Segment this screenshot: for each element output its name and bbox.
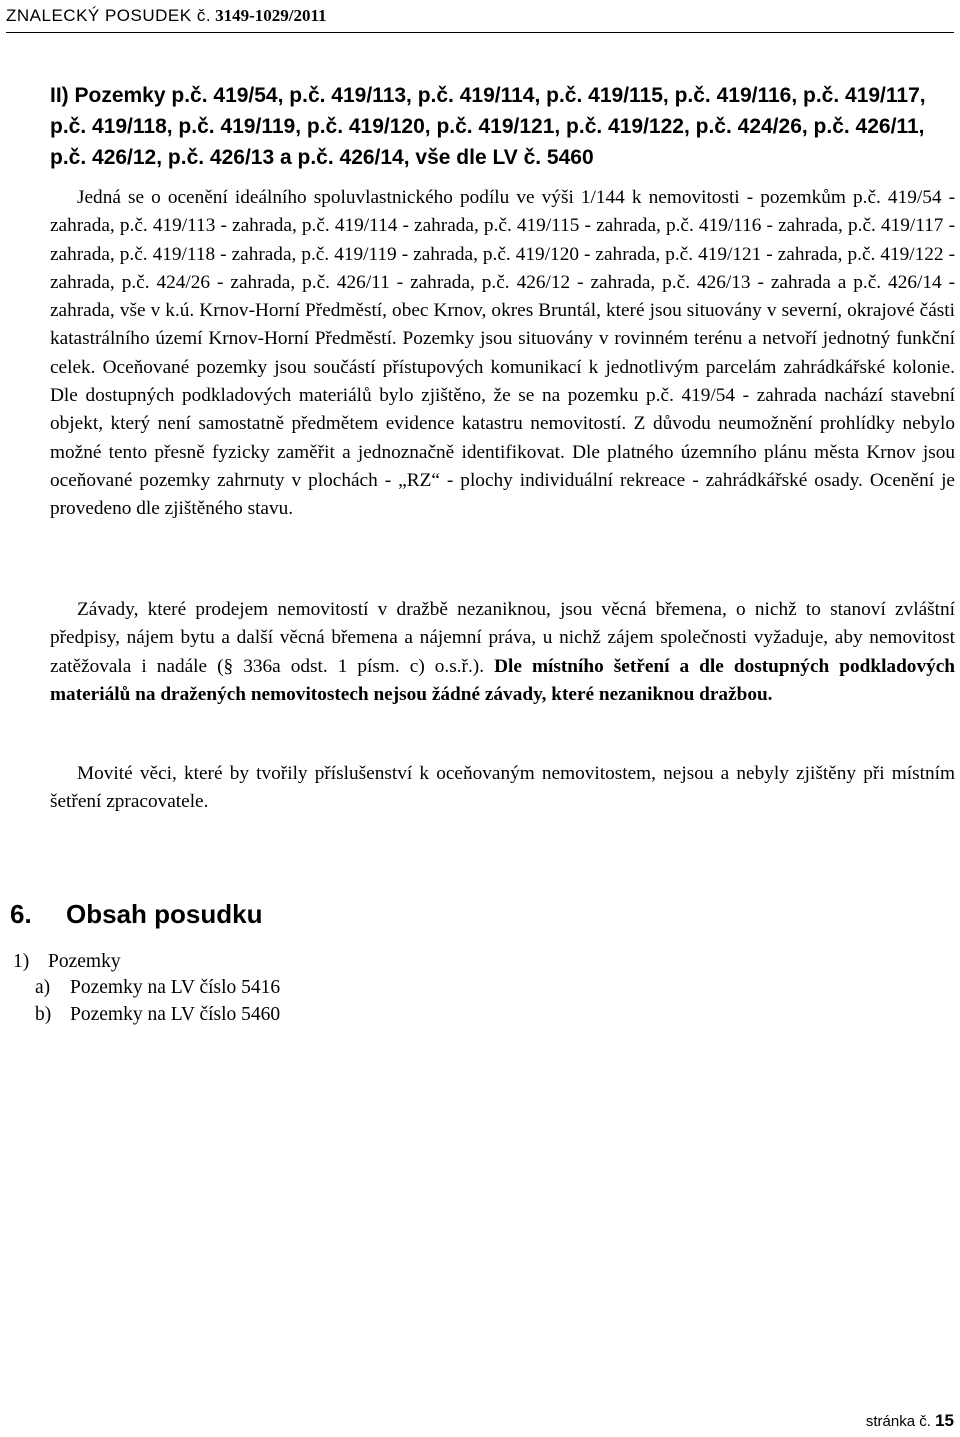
footer-label: stránka č. — [865, 1413, 931, 1430]
list-item — [13, 949, 121, 975]
defects-conclusion: Dle místního šetření a dle dostupných podkladových materiálů na dražených nemovitostech nejsou žádné závady, které nezaniknou dražbou. — [50, 655, 956, 705]
page-header — [6, 2, 954, 33]
list-label: Pozemky — [48, 951, 121, 972]
list-item — [35, 975, 280, 1001]
section-heading: II) Pozemky p.č. 419/54, p.č. 419/113, p.č. 419/114, p.č. 419/115, p.č. 419/116, p.č. 419/117, p.č. 419/118, p.č. 419/119, p.č. 419/120, p.č. 419/121, p.č. 419/122, p.č. 424/26, p.č. 426/11, p.č. 426/12, p.č. 426/13 a p.č. 426/14, vše dle LV č. 5460 — [50, 84, 926, 169]
header-line — [6, 6, 327, 26]
header-number: 3149-1029/2011 — [215, 6, 327, 25]
page-number: 15 — [935, 1411, 954, 1430]
chapter-number: 6. — [10, 899, 32, 929]
page-footer — [866, 1411, 954, 1431]
description-paragraph: Jedná se o ocenění ideálního spoluvlastnického podílu ve výši 1/144 k nemovitosti - pozemkům p.č. 419/54 - zahrada, p.č. 419/113 - zahrada, p.č. 419/114 - zahrada, p.č. 419/115 - zahrada, p.č. 419/116 - zahrada, p.č. 419/117 - zahrada, p.č. 419/118 - zahrada, p.č. 419/119 - zahrada, p.č. 419/120 - zahrada, p.č. 419/121 - zahrada, p.č. 419/122 - zahrada, p.č. 424/26 - zahrada, p.č. 426/11 - zahrada, p.č. 426/12 - zahrada, p.č. 426/13 - zahrada a p.č. 426/14 - zahrada, vše v k.ú. Krnov-Horní Předměstí, obec Krnov, okres Bruntál, které jsou situovány v severní, okrajové části katastrálního území Krnov-Horní Předměstí. Pozemky jsou situovány v rovinném terénu a netvoří jednotný funkční celek. Oceňované pozemky jsou součástí přístupových komunikací k jednotlivým parcelám zahrádkářské kolonie. Dle dostupných podkladových materiálů bylo zjištěno, že se na pozemku p.č. 419/54 - zahrada nachází stavební objekt, který není samostatně předmětem evidence katastru nemovitostí. Z důvodu neumožnění prohlídky nebylo možné tento přesně fyzicky zaměřit a jednoznačně identifikovat. Dle platného územního plánu města Krnov jsou oceňované pozemky zahrnuty v plochách - „RZ“ - plochy individuální rekreace - zahrádkářské osady. Ocenění je provedeno dle zjištěného stavu. — [50, 187, 955, 520]
list-item — [35, 1002, 280, 1028]
list-marker: 1) — [13, 951, 30, 972]
movables-paragraph: Movité věci, které by tvořily příslušenství k oceňovaným nemovitostem, nejsou a nebyly zjištěny při místním šetření zpracovatele. — [50, 763, 955, 813]
chapter-title: Obsah posudku — [66, 899, 263, 929]
header-title: ZNALECKÝ POSUDEK č. — [6, 6, 212, 25]
list-label: Pozemky na LV číslo 5416 — [70, 977, 281, 998]
defects-text: Závady, které prodejem nemovitostí v dražbě nezaniknou, jsou věcná břemena, o nichž to stanoví zvláštní předpisy, nájem bytu a další věcná břemena a nájemní práva, u nichž zájem společnosti vyžaduje, aby nemovitost zatěžovala i nadále (§ 336a odst. 1 písm. c) o.s.ř.). — [50, 599, 955, 677]
list-marker: b) — [35, 1004, 52, 1025]
list-marker: a) — [35, 977, 51, 998]
chapter-heading — [10, 899, 262, 930]
list-label: Pozemky na LV číslo 5460 — [70, 1004, 281, 1025]
defects-paragraph — [50, 596, 955, 709]
